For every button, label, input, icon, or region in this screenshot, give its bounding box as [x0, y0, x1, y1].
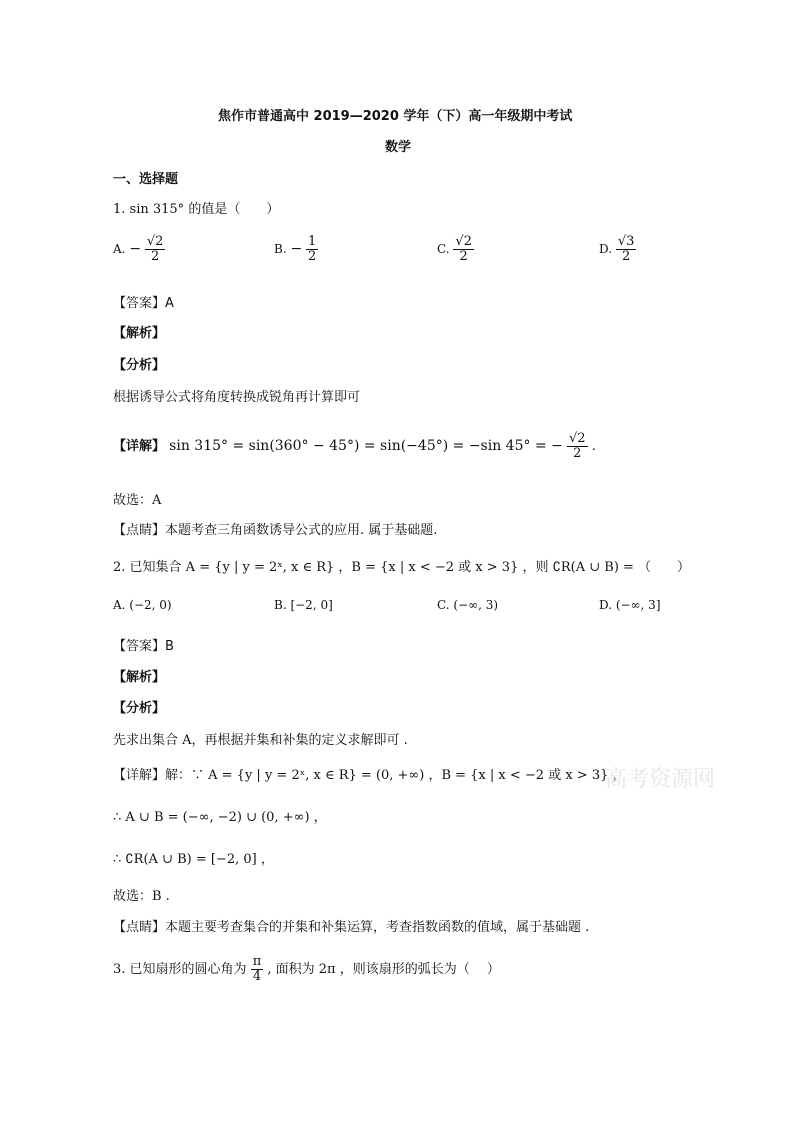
q1-fenxi: 【分析】: [113, 358, 166, 373]
question-3-stem: [113, 955, 500, 984]
q1-option-b: [274, 235, 318, 264]
fraction: [453, 235, 474, 264]
q2-choice: 故选：B .: [113, 889, 170, 904]
subject-title: 数学: [385, 140, 412, 155]
q1-choice: 故选：A: [113, 493, 162, 508]
q2-option-b: B. [−2, 0]: [274, 598, 333, 612]
period: .: [591, 439, 596, 454]
numerator: √2: [146, 234, 164, 249]
denominator: 2: [621, 249, 631, 264]
fraction: [616, 235, 637, 264]
q2-comment: 【点睛】本题主要考查集合的并集和补集运算，考查指数函数的值域，属于基础题 .: [113, 920, 590, 935]
numerator: π: [252, 954, 262, 969]
q1-answer: 【答案】A: [113, 296, 174, 311]
denominator: 2: [308, 249, 317, 264]
stem-text: 3. 已知扇形的圆心角为: [113, 962, 247, 977]
option-label: C.: [437, 242, 450, 256]
question-2-stem: 2. 已知集合 A = {y | y = 2ˣ, x ∈ R} ，B = {x | x < −2 或 x > 3} ，则 ∁R(A ∪ B) = （ ）: [113, 560, 691, 575]
q1-option-a: [113, 235, 165, 264]
q2-option-c: C. (−∞, 3): [437, 598, 499, 612]
option-label: A.: [113, 242, 126, 256]
q2-analysis: 先求出集合 A，再根据并集和补集的定义求解即可 .: [113, 733, 408, 748]
q1-option-d: [599, 235, 636, 264]
q2-jiexi: 【解析】: [113, 670, 166, 685]
q2-option-a: A. (−2, 0): [113, 598, 172, 612]
denominator: 4: [252, 969, 262, 984]
q2-answer: 【答案】B: [113, 639, 174, 654]
numerator: √3: [617, 234, 635, 249]
q2-step-2: ∴ A ∪ B = (−∞, −2) ∪ (0, +∞) ，: [113, 810, 327, 825]
q1-detail: [113, 432, 596, 461]
numerator: √2: [569, 431, 586, 446]
numerator: 1: [308, 234, 317, 249]
denominator: 2: [151, 249, 160, 264]
fraction: [145, 235, 166, 264]
section-heading: 一、选择题: [113, 172, 179, 187]
fraction: [567, 432, 588, 461]
fraction: [306, 235, 318, 264]
q1-comment: 【点睛】本题考查三角函数诱导公式的应用. 属于基础题.: [113, 523, 438, 538]
detail-expression: sin 315° = sin(360° − 45°) = sin(−45°) = −sin 45° = −: [169, 438, 563, 454]
fraction: [251, 955, 264, 984]
stem-text: , 面积为 2π ，则该扇形的弧长为（ ）: [267, 962, 500, 977]
minus-sign: −: [290, 241, 303, 257]
denominator: 2: [573, 446, 582, 461]
q1-analysis: 根据诱导公式将角度转换成锐角再计算即可: [113, 390, 361, 405]
document-title: 焦作市普通高中 2019—2020 学年（下）高一年级期中考试: [218, 109, 573, 124]
q2-detail: 【详解】解：∵ A = {y | y = 2ˣ, x ∈ R} = (0, +∞) ，B = {x | x < −2 或 x > 3} ，: [113, 768, 626, 783]
q1-jiexi: 【解析】: [113, 326, 166, 341]
watermark: 高考资源网: [605, 767, 716, 792]
q2-step-3: ∴ ∁R(A ∪ B) = [−2, 0] ，: [113, 852, 274, 867]
q1-option-c: [437, 235, 474, 264]
option-label: D.: [599, 242, 613, 256]
q2-option-d: D. (−∞, 3]: [599, 598, 661, 612]
option-label: B.: [274, 242, 287, 256]
minus-sign: −: [129, 241, 142, 257]
question-1-stem: 1. sin 315° 的值是（ ）: [113, 202, 280, 217]
q2-fenxi: 【分析】: [113, 701, 166, 716]
numerator: √2: [455, 234, 472, 249]
denominator: 2: [459, 249, 468, 264]
detail-label: 【详解】: [113, 439, 166, 454]
